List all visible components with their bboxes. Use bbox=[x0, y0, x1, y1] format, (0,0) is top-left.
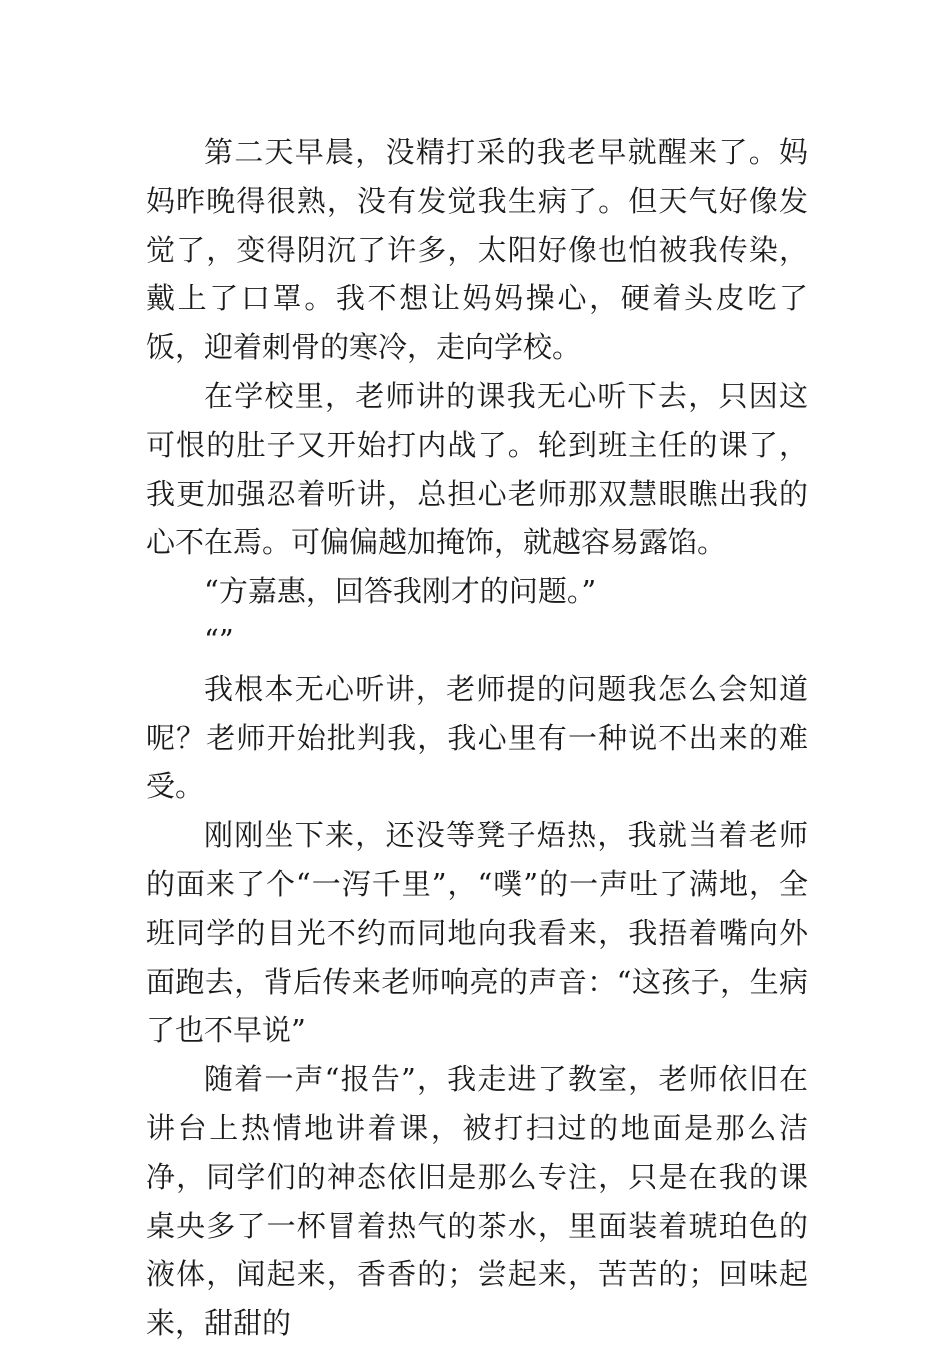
paragraph-tea: 随着一声“报告”，我走进了教室，老师依旧在讲台上热情地讲着课，被打扫过的地面是那么洁净，同学们的神态依旧是那么专注，只是在我的课桌央多了一杯冒着热气的茶水，里面装着琥珀色的液体，闻起来，香香的；尝起来，苦苦的；回味起来，甜甜的 bbox=[146, 1062, 808, 1341]
paragraph-vomit: 刚刚坐下来，还没等凳子焐热，我就当着老师的面来了个“一泻千里”，“噗”的一声吐了满地，全班同学的目光不约而同地向我看来，我捂着嘴向外面跑去，背后传来老师响亮的声音：“这孩子，生病了也不早说” bbox=[146, 818, 808, 1048]
paragraph-teacher-question: “方嘉惠，回答我刚才的问题。” bbox=[204, 574, 597, 609]
paragraph-empty-reply: “” bbox=[204, 622, 234, 657]
paragraph-school: 在学校里，老师讲的课我无心听下去，只因这可恨的肚子又开始打内战了。轮到班主任的课了，我更加强忍着听讲，总担心老师那双慧眼瞧出我的心不在焉。可偏偏越加掩饰，就越容易露馅。 bbox=[146, 378, 808, 560]
paragraph-not-listening: 我根本无心听讲，老师提的问题我怎么会知道呢？老师开始批判我，我心里有一种说不出来的难受。 bbox=[146, 671, 808, 804]
paragraph-morning: 第二天早晨，没精打采的我老早就醒来了。妈妈昨晚得很熟，没有发觉我生病了。但天气好像发觉了，变得阴沉了许多，太阳好像也怕被我传染，戴上了口罩。我不想让妈妈操心，硬着头皮吃了饭，迎着刺骨的寒冷，走向学校。 bbox=[146, 135, 808, 365]
document-page bbox=[146, 128, 808, 1348]
